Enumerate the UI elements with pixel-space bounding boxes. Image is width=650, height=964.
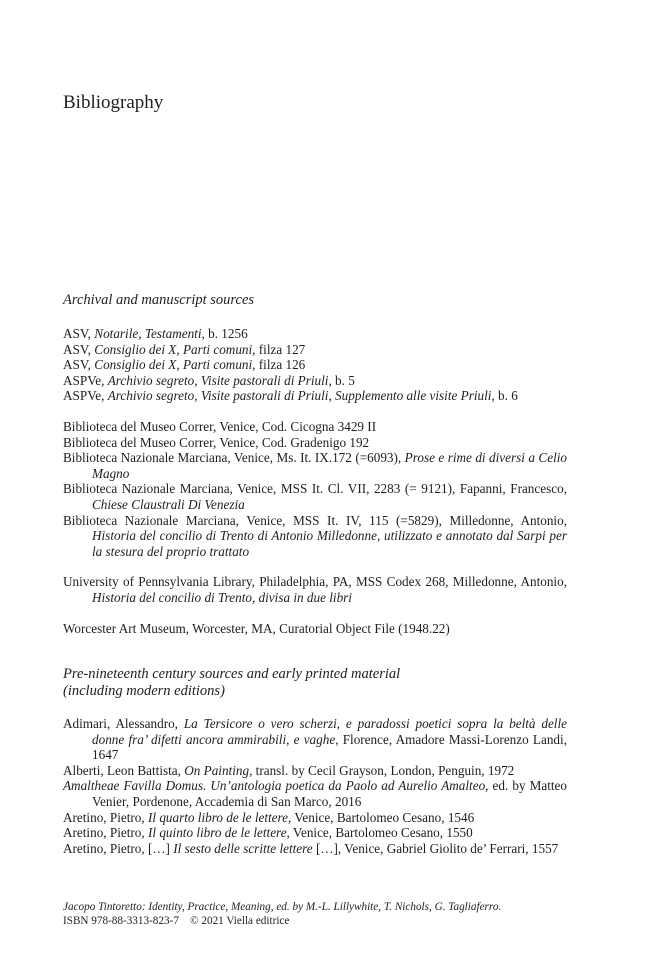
entry-text: , filza 126: [252, 357, 306, 373]
section-title-archival: Archival and manuscript sources: [63, 292, 255, 308]
bibliography-entry: [63, 481, 567, 512]
entry-text: , b. 5: [328, 372, 355, 388]
entry-text: , Venice, Bartolomeo Cesano, 1550: [286, 825, 473, 841]
entry-title-text: Historia del concilio di Trento di Antonio Milledonne, utilizzato e annotato dal Sarpi per la stesura del proprio trattato: [92, 528, 567, 559]
page-title: Bibliography: [63, 92, 164, 113]
entry-title-text: Amaltheae Favilla Domus. Un’antologia poetica da Paolo ad Aurelio Amalteo: [63, 778, 486, 794]
bibliography-entry: [63, 450, 567, 481]
bibliography-entry: [63, 825, 567, 841]
entry-text: Biblioteca del Museo Correr, Venice, Cod. Cicogna 3429 II: [63, 418, 377, 434]
entry-text: ASV,: [63, 326, 95, 341]
entry-text: ,: [328, 388, 336, 404]
bibliography-entry: [63, 357, 567, 373]
entry-title-text: Notarile, Testamenti: [94, 326, 202, 341]
entry-title-text: Il quarto libro de le lettere: [147, 809, 289, 825]
entry-text: Worcester Art Museum, Worcester, MA, Curatorial Object File (1948.22): [63, 620, 450, 636]
entry-text: […], Venice, Gabriel Giolito de’ Ferrari, 1557: [312, 840, 559, 856]
bibliography-entry: [63, 621, 567, 637]
entry-text: , Venice, Bartolomeo Cesano, 1546: [288, 809, 475, 825]
entry-title-text: Il quinto libro de le lettere: [147, 825, 287, 841]
bibliography-entry: [63, 419, 567, 435]
entry-title-text: Consiglio dei X: [94, 341, 177, 357]
entry-title-text: Il sesto delle scritte lettere: [173, 840, 313, 856]
bibliography-entry: [63, 763, 567, 779]
footer-citation: Jacopo Tintoretto: Identity, Practice, Meaning, ed. by M.-L. Lillywhite, T. Nichols, G. Tagliaferro.: [63, 901, 502, 913]
entry-text: University of Pennsylvania Library, Philadelphia, PA, MSS Codex 268, Milledonne, Antonio,: [63, 574, 567, 590]
page-footer: [63, 900, 501, 928]
entry-text: Biblioteca del Museo Correr, Venice, Cod. Gradenigo 192: [63, 434, 370, 450]
entry-title-text: Archivio segreto, Visite pastorali di Priuli: [107, 388, 329, 404]
bibliography-entry: [63, 326, 567, 342]
entry-title-text: Chiese Claustrali Di Venezia: [92, 496, 245, 512]
entry-text: ASPVe,: [63, 372, 108, 388]
bibliography-entry: [63, 841, 567, 857]
entry-text: , b. 6: [491, 388, 518, 404]
bibliography-entry: [63, 778, 567, 809]
bibliography-entry: [63, 716, 567, 763]
entry-title-text: Parti comuni: [182, 357, 253, 373]
entry-text: , transl. by Cecil Grayson, London, Penguin, 1972: [249, 762, 515, 778]
bibliography-entry: [63, 435, 567, 451]
bibliography-entry: [63, 373, 567, 389]
section-title-pre-nineteenth: Pre-nineteenth century sources and early printed material (including modern editions): [63, 666, 401, 699]
entry-text: ASV,: [63, 357, 95, 373]
entry-text: Biblioteca Nazionale Marciana, Venice, MSS It. Cl. VII, 2283 (= 9121), Fapanni, Francesco,: [63, 481, 567, 497]
bibliography-entry: [63, 574, 567, 605]
entry-title-text: Prose e rime di diversi a Celio Magno: [92, 450, 567, 481]
bibliography-entry: [63, 342, 567, 358]
entry-text: , filza 127: [252, 341, 306, 357]
entry-title-text: Historia del concilio di Trento, divisa in due libri: [92, 589, 352, 605]
entry-text: , Florence, Amadore Massi-Lorenzo Landi, 1647: [92, 731, 567, 763]
entry-text: ASV,: [63, 341, 95, 357]
pre-nineteenth-entries: [63, 716, 567, 856]
entry-text: ASPVe,: [63, 388, 108, 404]
entry-text: Aretino, Pietro,: [63, 825, 148, 841]
entry-text: Adimari, Alessandro,: [63, 716, 184, 731]
entry-text: Biblioteca Nazionale Marciana, Venice, Ms. It. IX.172 (=6093),: [63, 450, 405, 466]
entry-title-text: Consiglio dei X: [94, 357, 177, 373]
bibliography-entry: [63, 388, 567, 404]
entry-text: ,: [176, 357, 183, 373]
bibliography-entry: [63, 513, 567, 560]
archival-entries: [63, 326, 567, 636]
entry-title-text: La Tersicore o vero scherzi, e paradossi poetici sopra la beltà delle donne fra’ difetti ancora ammirabili, e vaghe: [92, 716, 567, 747]
entry-text: , ed. by Matteo Venier, Pordenone, Accademia di San Marco, 2016: [92, 778, 567, 809]
entry-text: ,: [176, 341, 183, 357]
entry-text: Biblioteca Nazionale Marciana, Venice, MSS It. IV, 115 (=5829), Milledonne, Antonio,: [63, 512, 567, 528]
entry-text: Aretino, Pietro,: [63, 809, 148, 825]
entry-title-text: On Painting: [184, 762, 250, 778]
entry-text: , b. 1256: [201, 326, 248, 341]
entry-text: Alberti, Leon Battista,: [63, 762, 185, 778]
entry-text: Aretino, Pietro, […]: [63, 840, 174, 856]
entry-title-text: Supplemento alle visite Priuli: [335, 388, 492, 404]
entry-title-text: Archivio segreto, Visite pastorali di Priuli: [107, 372, 329, 388]
bibliography-entry: [63, 810, 567, 826]
entry-title-text: Parti comuni: [182, 341, 253, 357]
footer-isbn: ISBN 978-88-3313-823-7 © 2021 Viella editrice: [63, 915, 290, 927]
